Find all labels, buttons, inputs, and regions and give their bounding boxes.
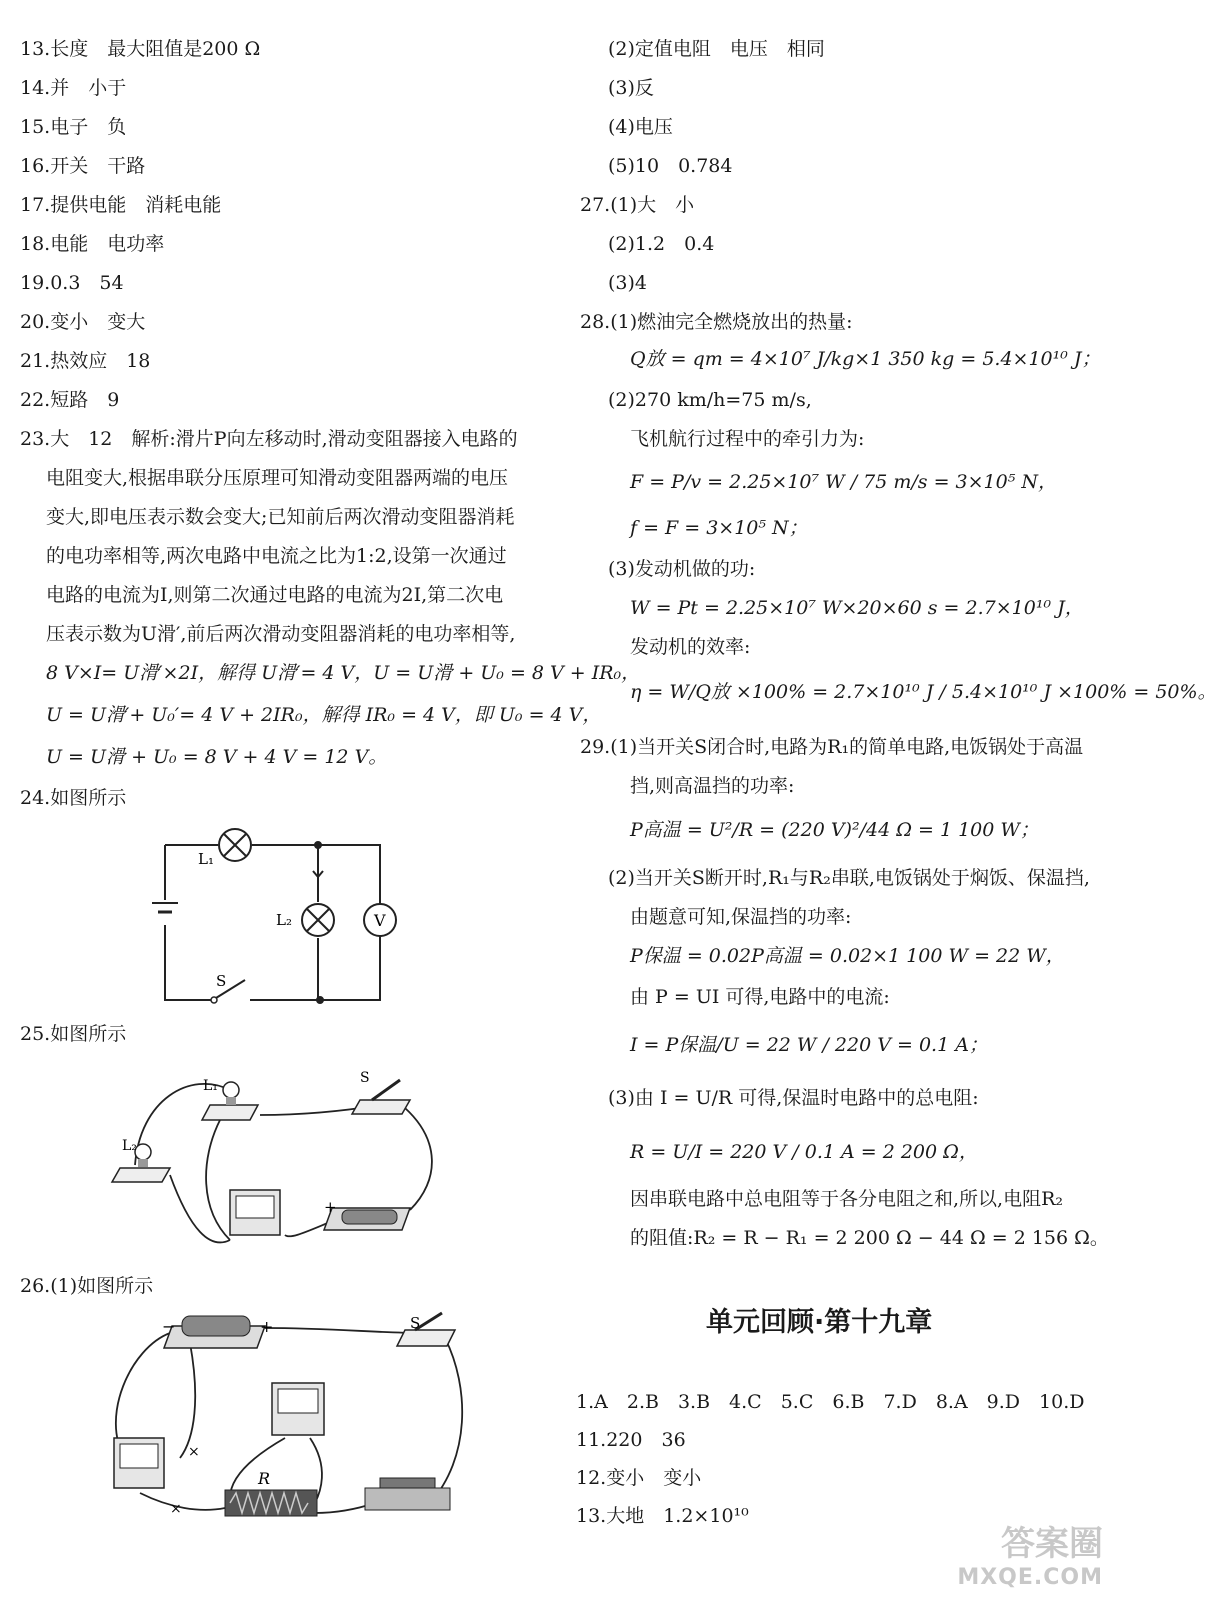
answer-28-formula-3: f = F = 3×10⁵ N； [630, 517, 808, 539]
voltmeter-v: V [374, 911, 386, 930]
answer-21: 21.热效应 18 [20, 350, 151, 372]
answer-29-formula-2: P保温 = 0.02P高温 = 0.02×1 100 W = 22 W， [630, 945, 1065, 967]
label-r: R [258, 1469, 271, 1488]
label-l2: L₂ [122, 1138, 137, 1154]
answer-29-2: (2)当开关S断开时,R₁与R₂串联,电饭锅处于焖饭、保温挡, [608, 867, 1090, 889]
answer-26-2: (2)定值电阻 电压 相同 [608, 38, 825, 60]
answer-25-label: 25.如图所示 [20, 1023, 127, 1045]
answer-23-line-7: 8 V×I= U滑′×2I，解得 U滑′= 4 V，U = U滑 + U₀ = 8 V + IR₀， [46, 662, 641, 684]
svg-text:×: × [188, 1444, 200, 1460]
answer-13: 13.长度 最大阻值是200 Ω [20, 38, 261, 60]
review-answer-11: 11.220 36 [576, 1429, 686, 1451]
label-minus: − [162, 1317, 176, 1336]
answer-29-formula-3: I = P保温/U = 22 W / 220 V = 0.1 A； [630, 1034, 988, 1056]
answer-19: 19.0.3 54 [20, 272, 124, 294]
answer-20: 20.变小 变大 [20, 311, 146, 333]
label-l2: L₂ [276, 911, 292, 929]
label-l1: L₁ [198, 850, 214, 868]
section-title: 单元回顾·第十九章 [706, 1307, 933, 1338]
answer-29-formula-1: P高温 = U²/R = (220 V)²/44 Ω = 1 100 W； [630, 819, 1039, 841]
answer-18: 18.电能 电功率 [20, 233, 165, 255]
answer-29-2-text-2: 由 P = UI 可得,电路中的电流: [630, 986, 890, 1008]
answer-26-5: (5)10 0.784 [608, 155, 733, 177]
answer-24-label: 24.如图所示 [20, 787, 127, 809]
answer-28-formula-4: W = Pt = 2.25×10⁷ W×20×60 s = 2.7×10¹⁰ J， [630, 597, 1084, 619]
answer-29-3-text: 因串联电路中总电阻等于各分电阻之和,所以,电阻R₂ [630, 1188, 1064, 1210]
answer-27-3: (3)4 [608, 272, 648, 294]
answer-29-3: (3)由 I = U/R 可得,保温时电路中的总电阻: [608, 1087, 979, 1109]
answer-15: 15.电子 负 [20, 116, 127, 138]
answer-23-line-6: 压表示数为U滑′,前后两次滑动变阻器消耗的电功率相等, [46, 623, 516, 645]
answer-26-3: (3)反 [608, 77, 654, 99]
answer-28-formula-5: η = W/Q放 ×100% = 2.7×10¹⁰ J / 5.4×10¹⁰ J ×100% = 50%。 [630, 681, 1217, 703]
physical-circuit-26 [100, 1308, 470, 1528]
answer-27-1: 27.(1)大 小 [580, 194, 695, 216]
answer-29-formula-5: 的阻值:R₂ = R − R₁ = 2 200 Ω − 44 Ω = 2 156 Ω。 [630, 1227, 1109, 1249]
watermark-bottom: MXQE.COM [957, 1565, 1103, 1590]
svg-text:×: × [170, 1501, 182, 1517]
review-answers-1-10: 1.A 2.B 3.B 4.C 5.C 6.B 7.D 8.A 9.D 10.D [576, 1391, 1085, 1413]
label-plus: + [260, 1317, 274, 1336]
answer-22: 22.短路 9 [20, 389, 120, 411]
answer-29-formula-4: R = U/I = 220 V / 0.1 A = 2 200 Ω， [630, 1141, 978, 1163]
answer-23-line-8: U = U滑′+ U₀′= 4 V + 2IR₀，解得 IR₀ = 4 V，即 U₀ = 4 V， [46, 704, 602, 726]
answer-28-formula-2: F = P/v = 2.25×10⁷ W / 75 m/s = 3×10⁵ N， [630, 471, 1058, 493]
label-s: S [410, 1314, 421, 1332]
answer-27-2: (2)1.2 0.4 [608, 233, 715, 255]
label-s: S [360, 1070, 370, 1086]
answer-28-3-text: 发动机的效率: [630, 636, 751, 658]
answer-29-2-text: 由题意可知,保温挡的功率: [630, 906, 852, 928]
answer-28-3: (3)发动机做的功: [608, 558, 756, 580]
label-plus: + [324, 1198, 337, 1216]
answer-28-2: (2)270 km/h=75 m/s, [608, 389, 812, 411]
answer-23-line-4: 的电功率相等,两次电路中电流之比为1:2,设第一次通过 [46, 545, 507, 567]
answer-16: 16.开关 干路 [20, 155, 146, 177]
answer-23-line-1: 23.大 12 解析:滑片P向左移动时,滑动变阻器接入电路的 [20, 428, 518, 450]
answer-23-line-2: 电阻变大,根据串联分压原理可知滑动变阻器两端的电压 [46, 467, 509, 489]
answer-14: 14.并 小于 [20, 77, 127, 99]
label-s: S [216, 972, 227, 990]
answer-29-1-text: 挡,则高温挡的功率: [630, 775, 795, 797]
answer-28-1: 28.(1)燃油完全燃烧放出的热量: [580, 311, 853, 333]
answer-26-label: 26.(1)如图所示 [20, 1275, 154, 1297]
label-l1: L₁ [203, 1078, 218, 1094]
answer-28-formula-1: Q放 = qm = 4×10⁷ J/kg×1 350 kg = 5.4×10¹⁰ J； [630, 348, 1101, 370]
answer-23-line-3: 变大,即电压表示数会变大;已知前后两次滑动变阻器消耗 [46, 506, 515, 528]
watermark-top: 答案圈 [1001, 1524, 1103, 1564]
answer-23-line-9: U = U滑 + U₀ = 8 V + 4 V = 12 V。 [46, 746, 388, 768]
review-answer-13: 13.大地 1.2×10¹⁰ [576, 1505, 749, 1527]
answer-17: 17.提供电能 消耗电能 [20, 194, 222, 216]
answer-26-4: (4)电压 [608, 116, 673, 138]
answer-29-1: 29.(1)当开关S闭合时,电路为R₁的简单电路,电饭锅处于高温 [580, 736, 1084, 758]
watermark [957, 1516, 1103, 1590]
answer-28-2-text: 飞机航行过程中的牵引力为: [630, 428, 865, 450]
review-answer-12: 12.变小 变小 [576, 1467, 702, 1489]
physical-circuit-25 [110, 1060, 450, 1260]
circuit-diagram-24 [140, 820, 410, 1010]
answer-23-line-5: 电路的电流为I,则第二次通过电路的电流为2I,第二次电 [46, 584, 504, 606]
